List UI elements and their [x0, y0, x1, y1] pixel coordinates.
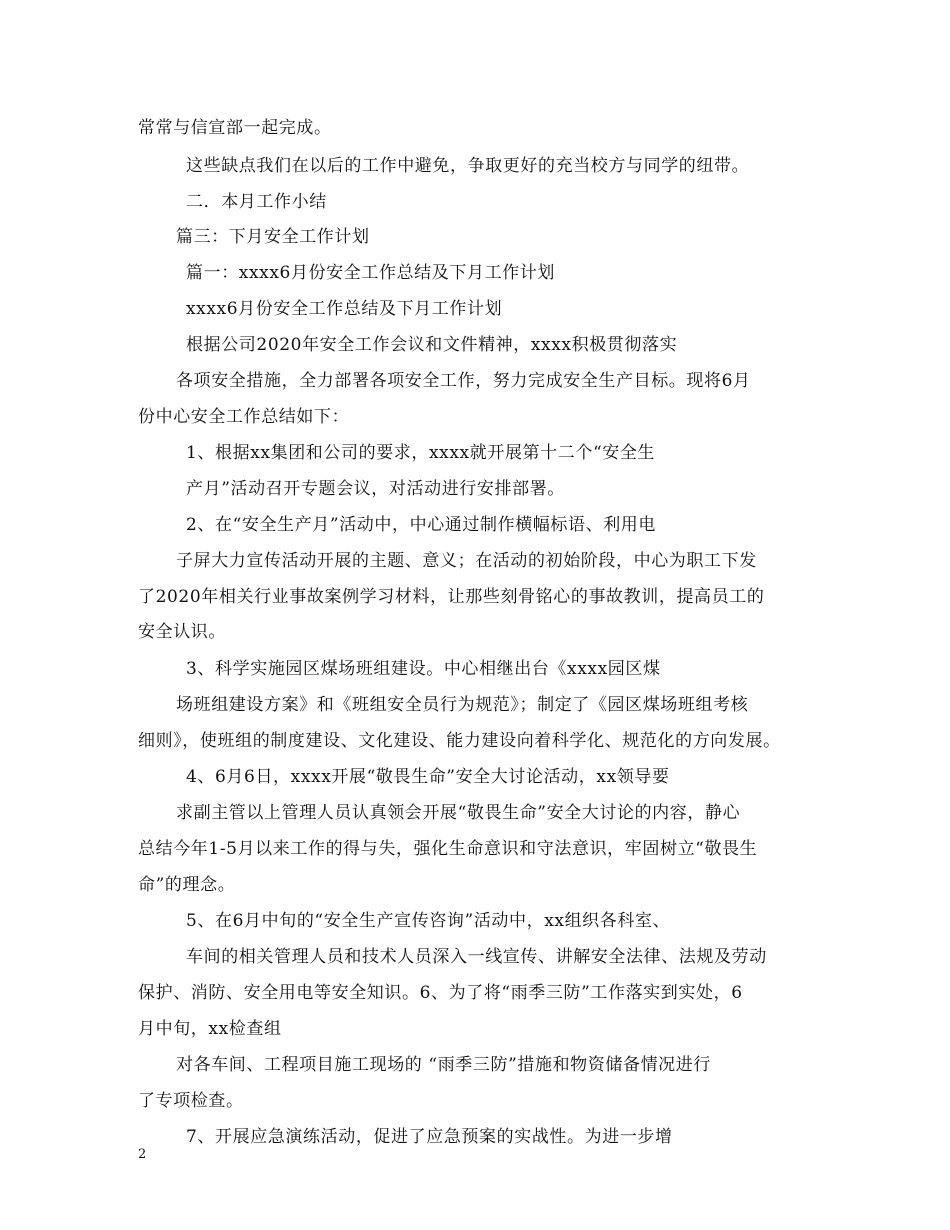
text-line: 命”的理念。	[138, 875, 236, 895]
text-line: 子屏大力宣传活动开展的主题、意义；在活动的初始阶段，中心为职工下发	[176, 551, 757, 571]
text-line: 常常与信宣部一起完成。	[138, 118, 332, 138]
section-heading: 篇一：xxxx6月份安全工作总结及下月工作计划	[186, 263, 555, 283]
section-heading: 二．本月工作小结	[186, 192, 327, 212]
text-line: 2、在“安全生产月”活动中，中心通过制作横幅标语、利用电	[186, 515, 656, 535]
text-line: 根据公司2020年安全工作会议和文件精神，xxxx积极贯彻落实	[186, 335, 678, 355]
text-line: 份中心安全工作总结如下：	[138, 407, 350, 427]
section-heading: 篇三：下月安全工作计划	[176, 227, 370, 247]
text-line: 安全认识。	[138, 622, 226, 642]
text-line: 场班组建设方案》和《班组安全员行为规范》；制定了《园区煤场班组考核	[176, 695, 749, 715]
text-line: 了专项检查。	[138, 1091, 244, 1111]
text-line: 了2020年相关行业事故案例学习材料，让那些刻骨铭心的事故教训，提高员工的	[138, 587, 765, 607]
text-line: 保护、消防、安全用电等安全知识。6、为了将“雨季三防”工作落实到实处，6	[138, 983, 743, 1003]
text-line: 4、6月6日，xxxx开展“敬畏生命”安全大讨论活动，xx领导要	[186, 767, 670, 787]
text-line: 产月”活动召开专题会议，对活动进行安排部署。	[186, 479, 565, 499]
document-title: xxxx6月份安全工作总结及下月工作计划	[186, 299, 503, 319]
page-number: 2	[138, 1147, 147, 1162]
text-line: 1、根据xx集团和公司的要求，xxxx就开展第十二个“安全生	[186, 443, 656, 463]
text-line: 7、开展应急演练活动，促进了应急预案的实战性。为进一步增	[186, 1127, 673, 1147]
text-line: 3、科学实施园区煤场班组建设。中心相继出台《xxxx园区煤	[186, 659, 661, 679]
text-line: 对各车间、工程项目施工现场的 “雨季三防”措施和物资储备情况进行	[176, 1055, 711, 1075]
text-line: 5、在6月中旬的“安全生产宣传咨询”活动中，xx组织各科室、	[186, 911, 671, 931]
text-line: 求副主管以上管理人员认真领会开展“敬畏生命”安全大讨论的内容，静心	[176, 803, 741, 823]
text-line: 各项安全措施，全力部署各项安全工作，努力完成安全生产目标。现将6月	[176, 371, 751, 391]
text-line: 月中旬，xx检查组	[138, 1019, 282, 1039]
text-line: 这些缺点我们在以后的工作中避免，争取更好的充当校方与同学的纽带。	[186, 156, 750, 176]
text-line: 细则》，使班组的制度建设、文化建设、能力建设向着科学化、规范化的方向发展。	[138, 731, 781, 751]
text-line: 总结今年1-5月以来工作的得与失，强化生命意识和守法意识，牢固树立“敬畏生	[138, 839, 758, 859]
text-line: 车间的相关管理人员和技术人员深入一线宣传、讲解安全法律、法规及劳动	[186, 947, 767, 967]
